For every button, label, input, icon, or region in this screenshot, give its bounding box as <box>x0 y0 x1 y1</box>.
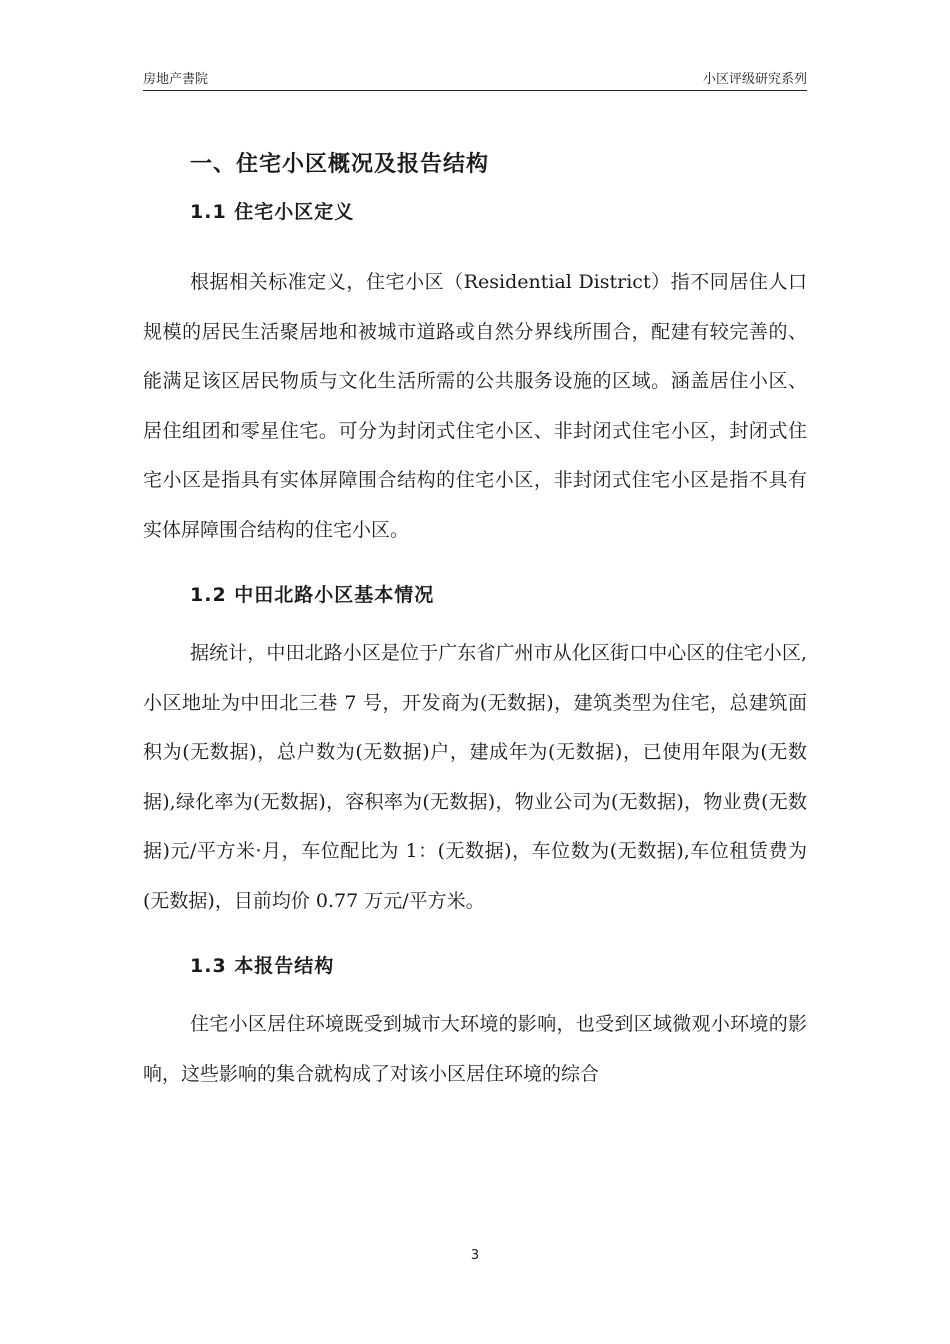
section-heading-1-3: 1.3 本报告结构 <box>190 955 335 977</box>
page-header <box>143 64 807 91</box>
chapter-title: 一、住宅小区概况及报告结构 <box>190 152 490 177</box>
header-left-title: 房地产書院 <box>143 72 209 87</box>
section-heading-1-1: 1.1 住宅小区定义 <box>190 201 355 223</box>
page-number: 3 <box>470 1248 480 1263</box>
section-paragraph-1-1: 根据相关标准定义，住宅小区（Residential District）指不同居住人口规模的居民生活聚居地和被城市道路或自然分界线所围合，配建有较完善的、能满足该区居民物质与文化生活所需的公共服务设施的区域。涵盖居住小区、居住组团和零星住宅。可分为封闭式住宅小区、非封闭式住宅小区，封闭式住宅小区是指具有实体屏障围合结构的住宅小区，非封闭式住宅小区是指不具有实体屏障围合结构的住宅小区。 <box>143 271 807 541</box>
page-content <box>143 140 807 1099</box>
section-paragraph-1-3: 住宅小区居住环境既受到城市大环境的影响，也受到区域微观小环境的影响，这些影响的集合就构成了对该小区居住环境的综合 <box>143 1013 807 1085</box>
section-paragraph-1-2: 据统计，中田北路小区是位于广东省广州市从化区街口中心区的住宅小区,小区地址为中田北三巷 7 号，开发商为(无数据)，建筑类型为住宅，总建筑面积为(无数据)，总户数为(无数据)户，建成年为(无数据)，已使用年限为(无数据),绿化率为(无数据)，容积率为(无数据)，物业公司为(无数据)，物业费(无数据)元/平方米·月，车位配比为 1：(无数据)，车位数为(无数据),车位租赁费为(无数据)，目前均价 0.77 万元/平方米。 <box>143 642 807 912</box>
section-heading-1-2: 1.2 中田北路小区基本情况 <box>190 584 435 606</box>
header-right-title: 小区评级研究系列 <box>702 72 807 87</box>
